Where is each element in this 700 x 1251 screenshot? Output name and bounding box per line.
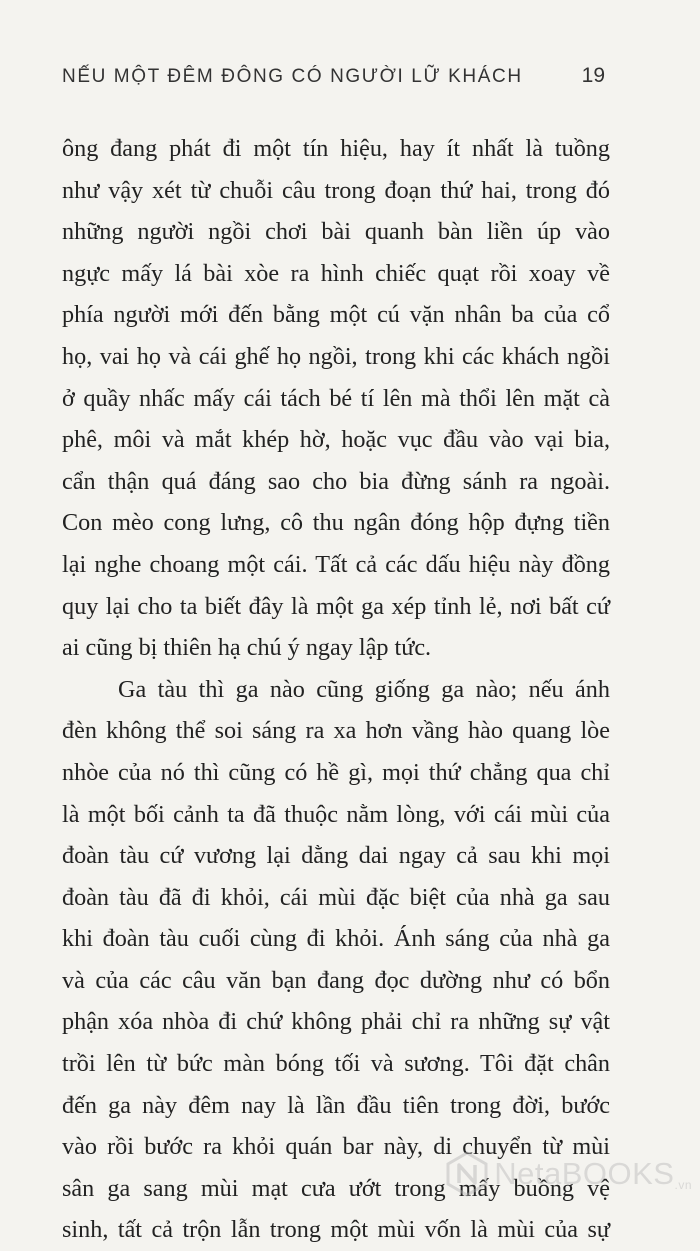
text-line: và của các câu văn bạn đang đọc dường như có bổn: [62, 966, 610, 994]
watermark-brand: NetaBOOKS: [494, 1156, 675, 1191]
text-line: như vậy xét từ chuỗi câu trong đoạn thứ hai, trong đó: [62, 176, 610, 204]
watermark-text: [494, 1156, 692, 1192]
text-line: trồi lên từ bức màn bóng tối và sương. Tôi đặt chân: [62, 1050, 610, 1078]
text-line: ở quầy nhấc mấy cái tách bé tí lên mà thổi lên mặt cà: [62, 384, 610, 412]
text-line: đoàn tàu cứ vương lại dằng dai ngay cả sau khi mọi: [62, 842, 610, 870]
text-line: đến ga này đêm nay là lần đầu tiên trong đời, bước: [62, 1091, 610, 1119]
text-line: những người ngồi chơi bài quanh bàn liền úp vào: [62, 218, 610, 246]
watermark-tld: .vn: [674, 1178, 692, 1192]
text-line: nhòe của nó thì cũng có hề gì, mọi thứ chẳng qua chỉ: [62, 758, 610, 786]
text-line: khi đoàn tàu cuối cùng đi khỏi. Ánh sáng của nhà ga: [62, 925, 610, 953]
text-line: vào rồi bước ra khỏi quán bar này, di chuyển từ mùi: [62, 1133, 610, 1161]
text-line: Con mèo cong lưng, cô thu ngân đóng hộp đựng tiền: [62, 509, 610, 537]
text-line: ai cũng bị thiên hạ chú ý ngay lập tức.: [62, 634, 432, 662]
text-line: đèn không thể soi sáng ra xa hơn vầng hào quang lòe: [62, 717, 610, 745]
text-line: họ, vai họ và cái ghế họ ngồi, trong khi các khách ngồi: [62, 342, 610, 370]
text-line: là một bối cảnh ta đã thuộc nằm lòng, với cái mùi của: [62, 800, 610, 828]
text-line: quy lại cho ta biết đây là một ga xép tỉnh lẻ, nơi bất cứ: [62, 592, 610, 620]
text-line: ông đang phát đi một tín hiệu, hay ít nhất là tuồng: [62, 135, 610, 162]
body-text: [62, 128, 610, 1251]
paragraph-1: [62, 128, 610, 669]
text-line: phê, môi và mắt khép hờ, hoặc vục đầu vào vại bia,: [62, 426, 610, 454]
text-line: sân ga sang mùi mạt cưa ướt trong mấy buồng vệ: [62, 1174, 610, 1202]
text-line: phía người mới đến bằng một cú vặn nhân ba của cổ: [62, 301, 610, 329]
text-line: ngực mấy lá bài xòe ra hình chiếc quạt rồi xoay về: [62, 259, 610, 287]
text-line: lại nghe choang một cái. Tất cả các dấu hiệu này đồng: [62, 550, 610, 578]
page-number: 19: [581, 64, 605, 87]
text-line: cẩn thận quá đáng sao cho bia đừng sánh ra ngoài.: [62, 467, 610, 495]
text-line: đoàn tàu đã đi khỏi, cái mùi đặc biệt của nhà ga sau: [62, 883, 610, 911]
running-header-title: NẾU MỘT ĐÊM ĐÔNG CÓ NGƯỜI LỮ KHÁCH: [62, 66, 523, 87]
text-line: sinh, tất cả trộn lẫn trong một mùi vốn là mùi của sự: [62, 1216, 610, 1244]
netabooks-logo-icon: [444, 1151, 490, 1197]
text-line: Ga tàu thì ga nào cũng giống ga nào; nếu ánh: [118, 675, 610, 703]
netabooks-watermark: [444, 1151, 692, 1197]
text-line: phận xóa nhòa đi chứ không phải chỉ ra những sự vật: [62, 1008, 610, 1036]
